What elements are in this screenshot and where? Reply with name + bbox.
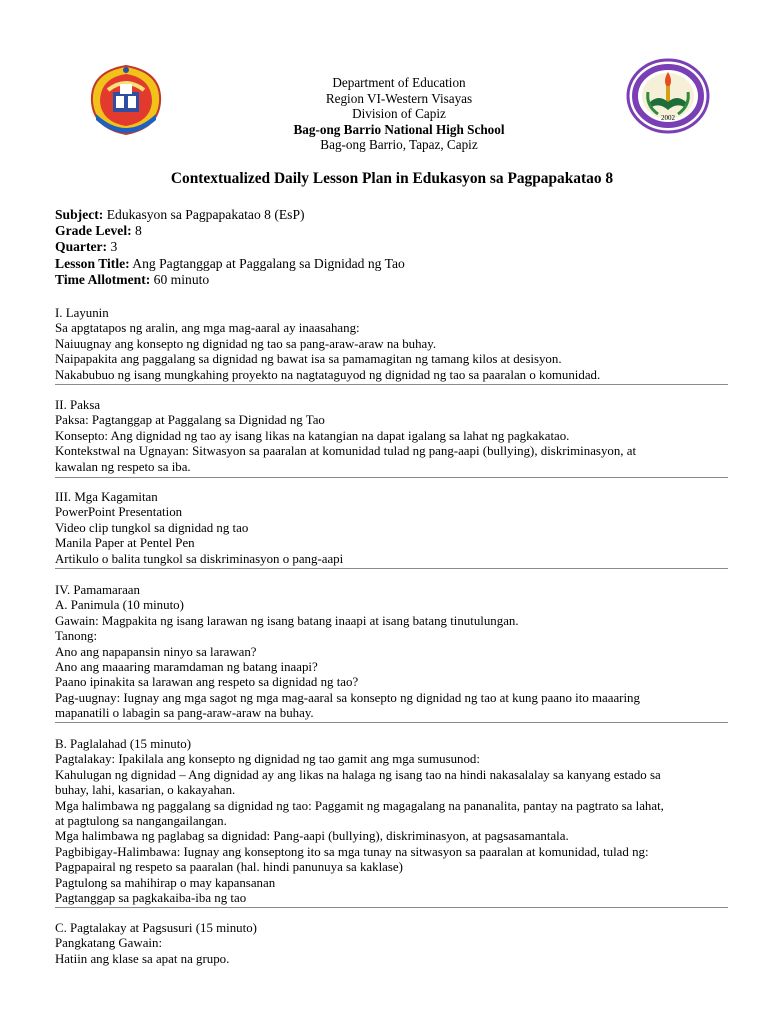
subject-value: Edukasyon sa Pagpapakatao 8 (EsP): [103, 207, 305, 222]
header-department: Department of Education: [332, 75, 466, 90]
info-time: [55, 272, 727, 288]
quarter-value: 3: [107, 239, 118, 255]
section-line: Artikulo o balita tungkol sa diskriminasyon o pang-aapi: [55, 551, 344, 566]
quarter-label: Quarter:: [55, 239, 108, 255]
section-paksa: [55, 398, 729, 475]
section-line: Manila Paper at Pentel Pen: [55, 536, 195, 551]
section-line: Konsepto: Ang dignidad ng tao ay isang likas na katangian na dapat igalang sa lahat ng pagkakatao.: [55, 428, 570, 443]
section-line: Pagtalakay: Ipakilala ang konsepto ng dignidad ng tao gamit ang mga sumusunod:: [55, 752, 480, 767]
section-line: mapanatili o labagin sa pang-araw-araw na buhay.: [55, 706, 314, 721]
subject-label: Subject:: [55, 207, 104, 222]
divider: [55, 722, 728, 723]
header-region: Region VI-Western Visayas: [325, 90, 473, 106]
section-line: A. Panimula (10 minuto): [55, 598, 184, 613]
section-line: Ano ang napapansin ninyo sa larawan?: [55, 644, 257, 659]
info-subject: [55, 207, 727, 223]
section-line: Mga halimbawa ng paggalang sa dignidad ng tao: Paggamit ng magagalang na pananalita, pantay na pagtrato sa lahat,: [55, 798, 664, 813]
section-line: Pangkatang Gawain:: [55, 936, 163, 951]
time-label: Time Allotment:: [55, 271, 151, 287]
section-heading: III. Mga Kagamitan: [55, 490, 158, 504]
section-line: kawalan ng respeto sa iba.: [55, 459, 191, 474]
info-quarter: [55, 239, 727, 255]
header-address: Bag-ong Barrio, Tapaz, Capiz: [320, 137, 478, 153]
document-title: Contextualized Daily Lesson Plan in Edukasyon sa Pagpapakatao 8: [170, 170, 614, 187]
section-line: Kontekstwal na Ugnayan: Sitwasyon sa paaralan at komunidad tulad ng pang-aapi (bullying), diskriminasyon, at: [55, 444, 637, 459]
section-line: Pagtanggap sa pagkakaiba-iba ng tao: [55, 891, 247, 906]
section-pagtalakay: [55, 921, 729, 967]
section-paglalahad: [55, 737, 729, 906]
section-line: Pag-uugnay: Iugnay ang mga sagot ng mga mag-aaral sa konsepto ng dignidad ng tao at kung paano ito maaaring: [55, 690, 640, 705]
info-lesson-title: [55, 256, 727, 272]
section-line: Paksa: Pagtanggap at Paggalang sa Dignidad ng Tao: [55, 413, 325, 428]
divider: [55, 384, 728, 385]
lesson-title-label: Lesson Title:: [55, 255, 130, 271]
section-line: buhay, lahi, kasarian, o kakayahan.: [55, 783, 236, 798]
section-line: Mga halimbawa ng paglabag sa dignidad: Pang-aapi (bullying), diskriminasyon, at pagsasamantala.: [55, 829, 569, 844]
section-pamamaraan: [55, 583, 729, 722]
section-line: Naiuugnay ang konsepto ng dignidad ng tao sa pang-araw-araw na buhay.: [55, 336, 437, 351]
section-line: Sa apgtatapos ng aralin, ang mga mag-aaral ay inaasahang:: [55, 321, 360, 336]
section-heading: I. Layunin: [55, 306, 109, 320]
section-layunin: [55, 306, 729, 383]
section-kagamitan: [55, 490, 729, 567]
divider: [55, 477, 728, 478]
section-line: Pagpapairal ng respeto sa paaralan (hal. hindi panunuya sa kaklase): [55, 860, 403, 875]
section-line: Kahulugan ng dignidad – Ang dignidad ay ang likas na halaga ng isang tao na hindi nakasalalay sa kanyang estado sa: [55, 767, 661, 782]
header-division: Division of Capiz: [352, 106, 446, 122]
section-line: Ano ang maaaring maramdaman ng batang inaapi?: [55, 660, 318, 675]
school-seal-logo: [626, 58, 710, 134]
section-line: Nakabubuo ng isang mungkahing proyekto na nagtataguyod ng dignidad ng tao sa paaralan o komunidad.: [55, 367, 601, 382]
divider: [55, 568, 728, 569]
section-line: Video clip tungkol sa dignidad ng tao: [55, 520, 249, 535]
section-line: Naipapakita ang paggalang sa dignidad ng bawat isa sa pamamagitan ng tamang kilos at desisyon.: [55, 352, 562, 367]
deped-region-seal-logo: [86, 62, 166, 138]
section-heading: C. Pagtalakay at Pagsusuri (15 minuto): [55, 921, 257, 935]
section-line: Pagbibigay-Halimbawa: Iugnay ang konseptong ito sa mga tunay na sitwasyon sa paaralan at komunidad, tulad ng:: [55, 844, 649, 859]
section-line: Tanong:: [55, 629, 98, 644]
section-line: PowerPoint Presentation: [55, 505, 183, 520]
divider: [55, 907, 728, 908]
lesson-info: [55, 207, 727, 288]
school-seal-year: 2002: [661, 114, 675, 122]
lesson-title-value: Ang Pagtanggap at Paggalang sa Dignidad ng Tao: [129, 255, 405, 271]
section-heading: II. Paksa: [55, 398, 101, 412]
section-line: Paano ipinakita sa larawan ang respeto sa dignidad ng tao?: [55, 675, 359, 690]
section-line: at pagtulong sa nangangailangan.: [55, 814, 227, 829]
grade-value: 8: [131, 223, 142, 239]
section-line: Gawain: Magpakita ng isang larawan ng isang batang inaapi at isang batang tinutulungan.: [55, 613, 519, 628]
grade-label: Grade Level:: [55, 223, 132, 239]
section-heading: B. Paglalahad (15 minuto): [55, 737, 192, 751]
header-school-name: Bag-ong Barrio National High School: [293, 121, 505, 137]
header: [200, 75, 598, 153]
info-grade: [55, 223, 727, 239]
section-line: Pagtulong sa mahihirap o may kapansanan: [55, 875, 276, 890]
section-line: Hatiin ang klase sa apat na grupo.: [55, 951, 230, 966]
section-heading: IV. Pamamaraan: [55, 583, 140, 597]
time-value: 60 minuto: [150, 271, 210, 287]
